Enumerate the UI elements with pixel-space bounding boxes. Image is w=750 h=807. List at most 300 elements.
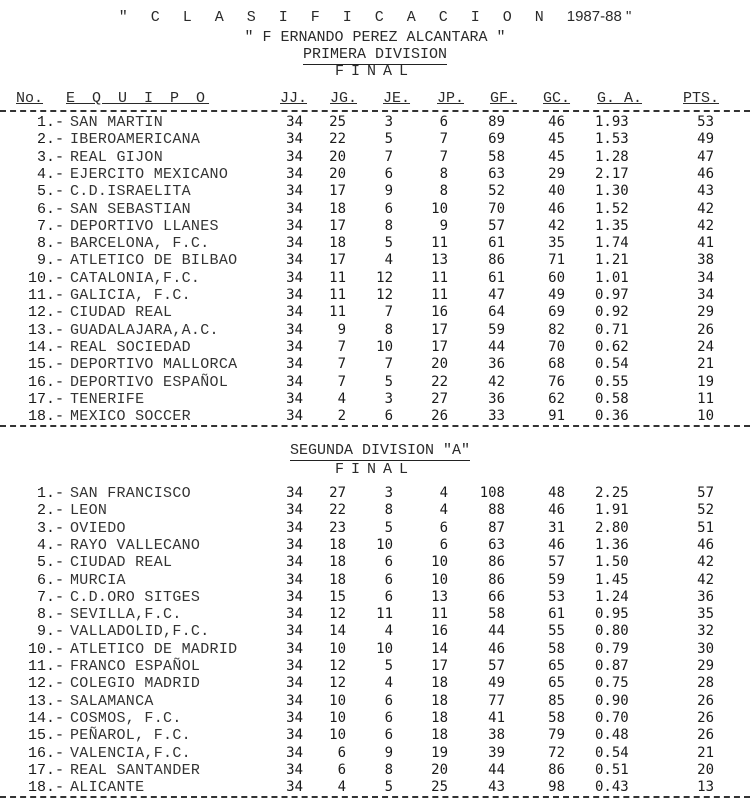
cell-team: IBEROAMERICANA: [70, 131, 201, 149]
cell-gf: 57: [488, 217, 505, 234]
cell-jp: 25: [431, 779, 448, 796]
cell-jg: 12: [329, 606, 346, 623]
cell-gf: 86: [488, 571, 505, 588]
cell-jg: 27: [329, 485, 346, 501]
cell-jj: 34: [286, 606, 303, 623]
cell-ga: 1.93: [595, 114, 629, 130]
cell-jg: 10: [329, 692, 346, 709]
cell-jp: 17: [431, 321, 448, 338]
cell-jj: 34: [286, 200, 303, 217]
cell-ga: 0.48: [595, 727, 629, 744]
cell-jp: 7: [439, 148, 448, 165]
cell-no: 2.-: [36, 131, 64, 149]
cell-gc: 60: [548, 269, 565, 286]
cell-ga: 0.92: [595, 304, 629, 321]
cell-pts: 36: [697, 588, 714, 605]
cell-no: 13.-: [27, 321, 64, 339]
cell-gc: 65: [548, 658, 565, 674]
table-row: [0, 114, 750, 131]
cell-je: 12: [376, 269, 393, 286]
cell-no: 14.-: [27, 338, 64, 356]
cell-no: 4.-: [36, 165, 64, 183]
table-row: [0, 235, 750, 252]
cell-je: 5: [384, 373, 393, 390]
cell-gf: 44: [488, 338, 505, 355]
cell-je: 8: [384, 217, 393, 234]
cell-gc: 46: [548, 114, 565, 130]
cell-gf: 59: [488, 321, 505, 338]
cell-jj: 34: [286, 390, 303, 407]
cell-je: 6: [384, 709, 393, 726]
cell-no: 16.-: [27, 744, 64, 762]
cell-gf: 49: [488, 675, 505, 692]
cell-gc: 70: [548, 338, 565, 355]
cell-no: 8.-: [36, 606, 64, 624]
cell-pts: 20: [697, 761, 714, 778]
cell-no: 13.-: [27, 692, 64, 710]
cell-no: 8.-: [36, 235, 64, 253]
cell-team: COLEGIO MADRID: [70, 675, 201, 693]
cell-no: 6.-: [36, 571, 64, 589]
document-subtitle: " F ERNANDO PEREZ ALCANTARA ": [244, 29, 506, 46]
cell-jg: 18: [329, 200, 346, 217]
cell-jg: 22: [329, 131, 346, 148]
cell-jg: 7: [337, 356, 346, 373]
cell-ga: 1.74: [595, 235, 629, 252]
col-je: JE.: [383, 90, 411, 107]
table-row: [0, 710, 750, 727]
cell-jj: 34: [286, 571, 303, 588]
cell-ga: 1.52: [595, 200, 629, 217]
cell-gf: 42: [488, 373, 505, 390]
cell-gf: 47: [488, 287, 505, 303]
cell-pts: 53: [697, 114, 714, 130]
cell-gc: 71: [548, 252, 565, 269]
cell-jg: 14: [329, 623, 346, 640]
cell-ga: 0.75: [595, 675, 629, 692]
table-row: [0, 641, 750, 658]
cell-jj: 34: [286, 692, 303, 709]
cell-ga: 0.54: [595, 356, 629, 373]
cell-team: FRANCO ESPAÑOL: [70, 658, 201, 675]
cell-jp: 7: [439, 131, 448, 148]
cell-team: SAN FRANCISCO: [70, 485, 191, 502]
cell-gc: 45: [548, 148, 565, 165]
table-row: [0, 606, 750, 623]
cell-gf: 70: [488, 200, 505, 217]
table-row: [0, 572, 750, 589]
table-row: [0, 391, 750, 408]
cell-jp: 20: [431, 356, 448, 373]
cell-team: MURCIA: [70, 571, 126, 589]
cell-je: 4: [384, 675, 393, 692]
cell-ga: 1.28: [595, 148, 629, 165]
cell-gc: 40: [548, 183, 565, 200]
cell-gc: 65: [548, 675, 565, 692]
cell-je: 12: [376, 287, 393, 303]
cell-jp: 18: [431, 675, 448, 692]
cell-team: SEVILLA,F.C.: [70, 606, 182, 624]
cell-jj: 34: [286, 519, 303, 536]
table-row: [0, 485, 750, 502]
cell-je: 3: [384, 485, 393, 501]
cell-jg: 20: [329, 148, 346, 165]
cell-je: 6: [384, 408, 393, 425]
cell-ga: 0.79: [595, 640, 629, 657]
table-row: [0, 520, 750, 537]
cell-no: 10.-: [27, 640, 64, 658]
cell-gc: 55: [548, 623, 565, 640]
cell-jg: 2: [337, 408, 346, 425]
cell-jp: 27: [431, 390, 448, 407]
cell-je: 6: [384, 165, 393, 182]
cell-jg: 17: [329, 217, 346, 234]
cell-jj: 34: [286, 235, 303, 252]
cell-gf: 63: [488, 165, 505, 182]
cell-no: 16.-: [27, 373, 64, 391]
cell-gf: 63: [488, 536, 505, 553]
cell-jj: 34: [286, 727, 303, 744]
cell-gf: 64: [488, 304, 505, 321]
cell-gf: 66: [488, 588, 505, 605]
cell-team: CIUDAD REAL: [70, 554, 173, 572]
cell-no: 1.-: [36, 485, 64, 502]
cell-team: SALAMANCA: [70, 692, 154, 710]
col-team: E Q U I P O: [66, 90, 210, 107]
cell-jp: 13: [431, 252, 448, 269]
cell-gf: 108: [479, 485, 505, 501]
cell-no: 17.-: [27, 390, 64, 408]
cell-ga: 0.71: [595, 321, 629, 338]
cell-je: 5: [384, 519, 393, 536]
cell-team: REAL SANTANDER: [70, 761, 201, 779]
cell-gf: 46: [488, 640, 505, 657]
cell-gc: 61: [548, 606, 565, 623]
cell-team: ALICANTE: [70, 779, 145, 797]
cell-je: 3: [384, 114, 393, 130]
cell-jp: 18: [431, 727, 448, 744]
cell-jp: 19: [431, 744, 448, 761]
cell-jp: 9: [439, 217, 448, 234]
cell-jp: 8: [439, 165, 448, 182]
cell-jp: 18: [431, 709, 448, 726]
cell-no: 7.-: [36, 217, 64, 235]
cell-pts: 57: [697, 485, 714, 501]
cell-no: 9.-: [36, 252, 64, 270]
cell-no: 15.-: [27, 356, 64, 374]
cell-je: 5: [384, 658, 393, 674]
cell-team: EJERCITO MEXICANO: [70, 165, 229, 183]
cell-ga: 1.30: [595, 183, 629, 200]
cell-team: COSMOS, F.C.: [70, 709, 182, 727]
cell-no: 1.-: [36, 114, 64, 131]
cell-team: C.D.ORO SITGES: [70, 588, 201, 606]
cell-ga: 2.25: [595, 485, 629, 501]
cell-jg: 6: [337, 744, 346, 761]
table-row: [0, 537, 750, 554]
cell-je: 6: [384, 727, 393, 744]
table-row: [0, 502, 750, 519]
cell-jg: 18: [329, 571, 346, 588]
cell-gf: 44: [488, 761, 505, 778]
cell-gf: 57: [488, 658, 505, 674]
cell-jg: 18: [329, 235, 346, 252]
cell-jg: 18: [329, 554, 346, 571]
col-gf: GF.: [490, 90, 518, 107]
cell-team: BARCELONA, F.C.: [70, 235, 210, 253]
cell-no: 3.-: [36, 148, 64, 166]
cell-pts: 32: [697, 623, 714, 640]
cell-jp: 6: [439, 519, 448, 536]
cell-gc: 68: [548, 356, 565, 373]
cell-ga: 1.01: [595, 269, 629, 286]
cell-jj: 34: [286, 148, 303, 165]
cell-ga: 0.54: [595, 744, 629, 761]
table-row: [0, 287, 750, 304]
division1-heading: [0, 46, 750, 63]
col-ga: G. A.: [597, 90, 643, 107]
cell-gc: 49: [548, 287, 565, 303]
cell-jg: 15: [329, 588, 346, 605]
cell-pts: 51: [697, 519, 714, 536]
cell-gc: 46: [548, 502, 565, 519]
cell-gc: 59: [548, 571, 565, 588]
table-row: [0, 201, 750, 218]
col-jj: JJ.: [280, 90, 308, 107]
cell-gf: 52: [488, 183, 505, 200]
cell-gf: 88: [488, 502, 505, 519]
cell-ga: 1.50: [595, 554, 629, 571]
cell-pts: 10: [697, 408, 714, 425]
cell-team: REAL SOCIEDAD: [70, 338, 191, 356]
cell-jp: 11: [431, 235, 448, 252]
cell-jg: 7: [337, 338, 346, 355]
cell-pts: 35: [697, 606, 714, 623]
table-row: [0, 554, 750, 571]
cell-ga: 1.45: [595, 571, 629, 588]
cell-team: DEPORTIVO ESPAÑOL: [70, 373, 229, 391]
cell-no: 17.-: [27, 761, 64, 779]
cell-jj: 34: [286, 640, 303, 657]
cell-no: 11.-: [27, 658, 64, 675]
division2-heading: [0, 442, 750, 459]
cell-jj: 34: [286, 304, 303, 321]
cell-gc: 58: [548, 640, 565, 657]
cell-jj: 34: [286, 658, 303, 674]
cell-jj: 34: [286, 588, 303, 605]
cell-jj: 34: [286, 114, 303, 130]
document-title: [0, 8, 750, 26]
cell-ga: 1.24: [595, 588, 629, 605]
cell-no: 2.-: [36, 502, 64, 520]
cell-pts: 42: [697, 554, 714, 571]
cell-jj: 34: [286, 675, 303, 692]
cell-no: 5.-: [36, 183, 64, 201]
cell-jj: 34: [286, 183, 303, 200]
cell-no: 11.-: [27, 287, 64, 304]
cell-team: ATLETICO DE MADRID: [70, 640, 238, 658]
cell-pts: 47: [697, 148, 714, 165]
table-row: [0, 218, 750, 235]
cell-pts: 26: [697, 692, 714, 709]
cell-jg: 12: [329, 658, 346, 674]
cell-jp: 16: [431, 623, 448, 640]
cell-gf: 36: [488, 390, 505, 407]
cell-pts: 43: [697, 183, 714, 200]
cell-jg: 22: [329, 502, 346, 519]
cell-jg: 18: [329, 536, 346, 553]
cell-team: VALLADOLID,F.C.: [70, 623, 210, 641]
cell-jj: 34: [286, 554, 303, 571]
cell-team: C.D.ISRAELITA: [70, 183, 191, 201]
cell-gc: 98: [548, 779, 565, 796]
cell-gc: 82: [548, 321, 565, 338]
cell-pts: 34: [697, 269, 714, 286]
cell-jj: 34: [286, 623, 303, 640]
cell-gf: 58: [488, 148, 505, 165]
cell-gf: 58: [488, 606, 505, 623]
cell-pts: 52: [697, 502, 714, 519]
division1-stage: FINAL: [334, 63, 415, 80]
cell-je: 7: [384, 304, 393, 321]
cell-jp: 13: [431, 588, 448, 605]
cell-gc: 46: [548, 200, 565, 217]
cell-jj: 34: [286, 252, 303, 269]
table-row: [0, 304, 750, 321]
cell-je: 9: [384, 183, 393, 200]
cell-jp: 22: [431, 373, 448, 390]
cell-gc: 79: [548, 727, 565, 744]
cell-pts: 21: [697, 744, 714, 761]
table-row: [0, 339, 750, 356]
cell-jp: 11: [431, 287, 448, 303]
cell-ga: 1.91: [595, 502, 629, 519]
table-row: [0, 745, 750, 762]
cell-pts: 28: [697, 675, 714, 692]
cell-je: 6: [384, 588, 393, 605]
cell-jj: 34: [286, 217, 303, 234]
cell-je: 4: [384, 623, 393, 640]
cell-gf: 69: [488, 131, 505, 148]
table-row: [0, 183, 750, 200]
cell-gc: 45: [548, 131, 565, 148]
cell-pts: 46: [697, 165, 714, 182]
cell-je: 5: [384, 235, 393, 252]
cell-je: 6: [384, 571, 393, 588]
cell-gc: 86: [548, 761, 565, 778]
cell-je: 11: [376, 606, 393, 623]
cell-gf: 43: [488, 779, 505, 796]
cell-no: 18.-: [27, 408, 64, 426]
cell-gf: 39: [488, 744, 505, 761]
cell-no: 18.-: [27, 779, 64, 797]
table-row: [0, 589, 750, 606]
cell-jj: 34: [286, 269, 303, 286]
col-no: No.: [16, 90, 44, 107]
cell-pts: 49: [697, 131, 714, 148]
cell-team: CATALONIA,F.C.: [70, 269, 201, 287]
cell-jg: 10: [329, 709, 346, 726]
cell-pts: 26: [697, 727, 714, 744]
cell-gc: 48: [548, 485, 565, 501]
cell-jg: 25: [329, 114, 346, 130]
cell-ga: 0.62: [595, 338, 629, 355]
cell-je: 4: [384, 252, 393, 269]
cell-je: 6: [384, 692, 393, 709]
cell-pts: 42: [697, 200, 714, 217]
cell-jp: 11: [431, 269, 448, 286]
season-label: 1987-88 ": [566, 8, 632, 25]
cell-je: 8: [384, 761, 393, 778]
cell-jj: 34: [286, 131, 303, 148]
cell-gc: 62: [548, 390, 565, 407]
cell-no: 3.-: [36, 519, 64, 537]
cell-gf: 61: [488, 269, 505, 286]
cell-jj: 34: [286, 408, 303, 425]
cell-team: REAL GIJON: [70, 148, 164, 166]
cell-gc: 58: [548, 709, 565, 726]
table-row: [0, 374, 750, 391]
cell-ga: 0.43: [595, 779, 629, 796]
cell-jj: 34: [286, 536, 303, 553]
cell-jg: 23: [329, 519, 346, 536]
cell-no: 7.-: [36, 588, 64, 606]
cell-gc: 35: [548, 235, 565, 252]
cell-je: 8: [384, 321, 393, 338]
cell-team: OVIEDO: [70, 519, 126, 537]
cell-ga: 0.70: [595, 709, 629, 726]
cell-gf: 36: [488, 356, 505, 373]
cell-jp: 4: [439, 502, 448, 519]
cell-pts: 42: [697, 217, 714, 234]
cell-gc: 72: [548, 744, 565, 761]
cell-pts: 30: [697, 640, 714, 657]
cell-je: 6: [384, 554, 393, 571]
cell-team: PEÑAROL, F.C.: [70, 727, 191, 745]
table-row: [0, 322, 750, 339]
cell-no: 4.-: [36, 536, 64, 554]
cell-jg: 11: [329, 287, 346, 303]
cell-jg: 10: [329, 727, 346, 744]
cell-gf: 33: [488, 408, 505, 425]
cell-jj: 34: [286, 485, 303, 501]
cell-jp: 20: [431, 761, 448, 778]
cell-ga: 0.58: [595, 390, 629, 407]
cell-gc: 42: [548, 217, 565, 234]
cell-ga: 1.36: [595, 536, 629, 553]
cell-gc: 29: [548, 165, 565, 182]
table-row: [0, 727, 750, 744]
cell-pts: 42: [697, 571, 714, 588]
cell-jj: 34: [286, 761, 303, 778]
cell-jg: 4: [337, 779, 346, 796]
table-row: [0, 356, 750, 373]
cell-jj: 34: [286, 165, 303, 182]
cell-team: SAN SEBASTIAN: [70, 200, 191, 218]
cell-gc: 85: [548, 692, 565, 709]
table-row: [0, 166, 750, 183]
cell-jp: 6: [439, 536, 448, 553]
cell-pts: 11: [697, 390, 714, 407]
cell-je: 10: [376, 338, 393, 355]
cell-pts: 19: [697, 373, 714, 390]
cell-jg: 11: [329, 269, 346, 286]
cell-jg: 11: [329, 304, 346, 321]
cell-je: 9: [384, 744, 393, 761]
table-row: [0, 623, 750, 640]
division2-title: SEGUNDA DIVISION "A": [289, 442, 471, 459]
cell-gf: 41: [488, 709, 505, 726]
